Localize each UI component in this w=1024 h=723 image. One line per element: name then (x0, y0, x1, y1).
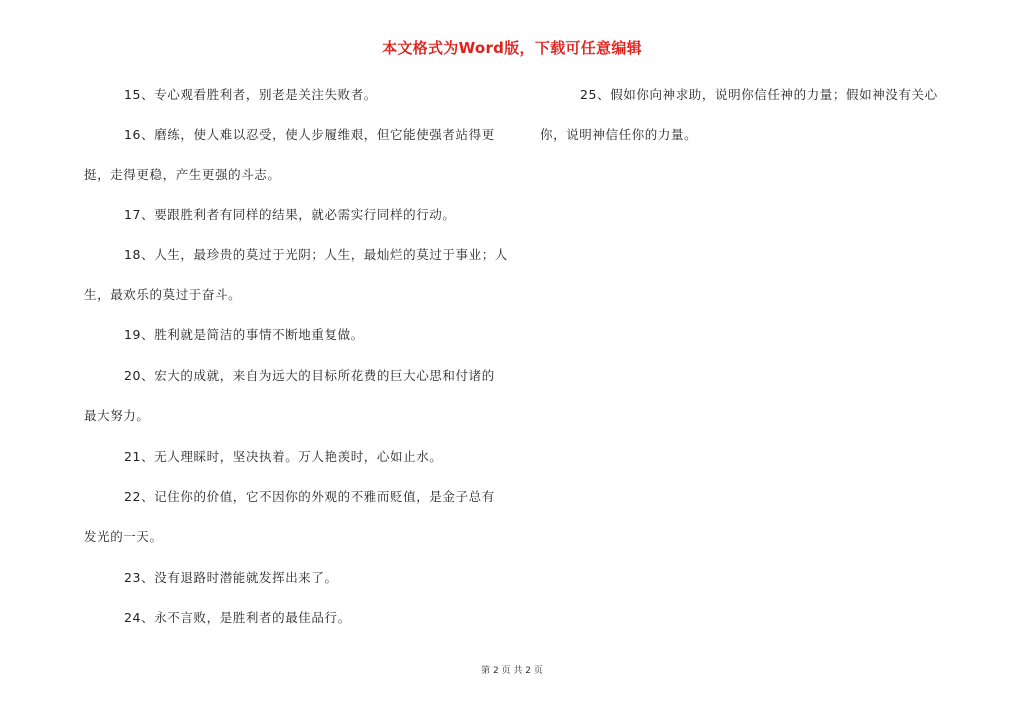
paragraph-21: 21、无人理睬时，坚决执着。万人艳羡时，心如止水。 (124, 449, 443, 464)
paragraph-18-line-2: 生，最欢乐的莫过于奋斗。 (84, 287, 242, 302)
paragraph-20-line-1: 20、宏大的成就，来自为远大的目标所花费的巨大心思和付诸的 (124, 368, 495, 383)
paragraph-16-line-1: 16、磨练，使人难以忍受，使人步履维艰，但它能使强者站得更 (124, 127, 495, 142)
paragraph-22-line-1: 22、记住你的价值，它不因你的外观的不雅而贬值，是金子总有 (124, 489, 495, 504)
paragraph-25-line-2: 你，说明神信任你的力量。 (540, 127, 698, 142)
paragraph-18-line-1: 18、人生，最珍贵的莫过于光阴；人生，最灿烂的莫过于事业；人 (124, 247, 508, 262)
paragraph-15: 15、专心观看胜利者，别老是关注失败者。 (124, 87, 377, 102)
document-header-title: 本文格式为Word版，下载可任意编辑 (382, 39, 642, 57)
paragraph-23: 23、没有退路时潜能就发挥出来了。 (124, 570, 338, 585)
paragraph-24: 24、永不言败，是胜利者的最佳品行。 (124, 610, 351, 625)
paragraph-19: 19、胜利就是简洁的事情不断地重复做。 (124, 327, 364, 342)
paragraph-22-line-2: 发光的一天。 (84, 529, 163, 544)
paragraph-25-line-1: 25、假如你向神求助，说明你信任神的力量；假如神没有关心 (580, 87, 938, 102)
page-number-footer: 第 2 页 共 2 页 (481, 666, 543, 676)
paragraph-16-line-2: 挺，走得更稳，产生更强的斗志。 (84, 167, 281, 182)
paragraph-17: 17、要跟胜利者有同样的结果，就必需实行同样的行动。 (124, 207, 456, 222)
paragraph-20-line-2: 最大努力。 (84, 408, 150, 423)
